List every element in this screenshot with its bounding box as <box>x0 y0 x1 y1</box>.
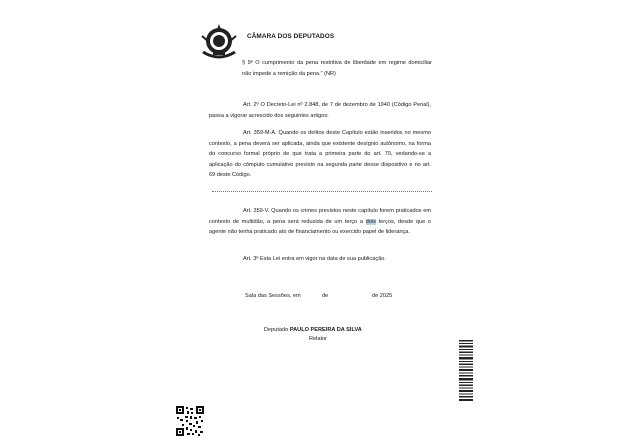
barcode-image <box>459 340 473 402</box>
paragraph-text-after: terços, desde que o agente não tenha praticado ato de financiamento ou exercido papel de liderança. <box>209 218 431 236</box>
coat-of-arms-seal <box>199 22 239 60</box>
paragraph-9: § 9º O cumprimento da pena restritiva de liberdade em regime domiciliar não impede a remição da pena.” (NR) <box>242 60 432 77</box>
signatory-role: Relator <box>309 336 328 342</box>
qr-code-image <box>176 406 204 436</box>
paragraph-art-2: Art. 2º O Decreto-Lei nº 2.848, de 7 de dezembro de 1940 (Código Penal), passa a vigorar acrescido dos seguintes artigos: <box>209 102 431 119</box>
session-date-de: de <box>322 293 329 299</box>
chamber-name: CÂMARA DOS DEPUTADOS <box>247 33 335 40</box>
paragraph-art-3: Art. 3º Esta Lei entra em vigor na data de sua publicação. <box>243 256 386 262</box>
signatory-line <box>264 327 362 333</box>
footer-verification-text <box>207 424 397 432</box>
signatory-name: PAULO PEREIRA DA SILVA <box>289 327 362 333</box>
selected-text-highlight[interactable]: dois <box>365 218 376 225</box>
paragraph-art-359-v[interactable] <box>209 206 431 238</box>
paragraph-art-359-m-a: Art. 359-M-A. Quando os delitos deste Capítulo estão inseridos no mesmo contexto, a pena deverá ser aplicada, ainda que existente desígnio autônomo, na forma do concurso formal próprio de que trata a primeira parte do art. 70, vedando-se a aplicação do cômputo cumulativo previsto na segunda parte desse dispositivo e no art. 69 deste Código. <box>209 130 431 179</box>
session-date-label: Sala das Sessões, em <box>245 293 301 299</box>
signatory-prefix: Deputado <box>264 327 289 333</box>
footer-line-2 <box>207 428 397 432</box>
dotted-separator <box>212 191 432 192</box>
session-date-year: de 2025 <box>372 293 393 299</box>
paragraph-text-before: Art. 359-V. Quando os crimes previstos neste capítulo forem praticados em contexto de multidão, a pena será reduzida de um terço a <box>209 208 431 225</box>
